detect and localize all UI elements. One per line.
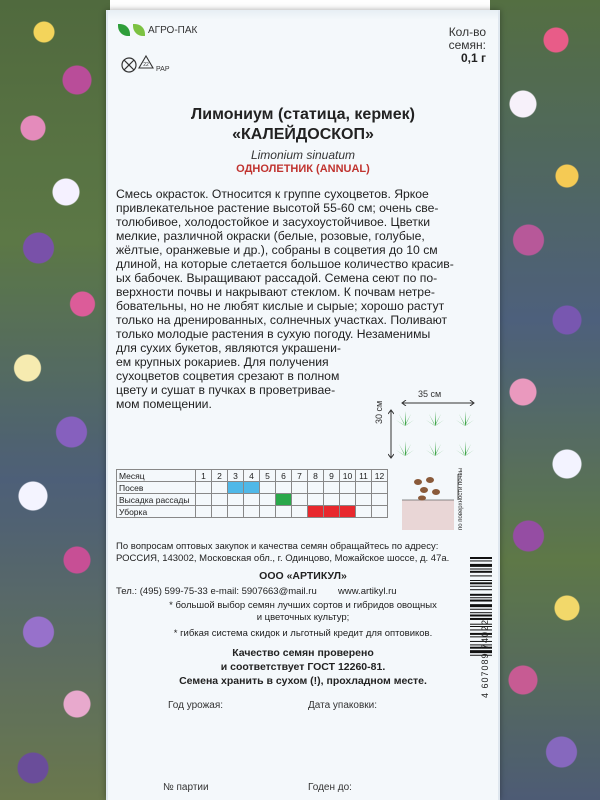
contact-line-1: По вопросам оптовых закупок и качества семян обращайтесь по адресу: [116, 541, 439, 552]
description-line: мом помещении. [116, 397, 212, 411]
description-line: сухоцветов соцветия срезают в полном [116, 369, 340, 383]
spacing-height: 30 см [374, 400, 384, 424]
calendar-cell [372, 506, 388, 518]
calendar-month: 4 [244, 470, 260, 482]
calendar-month: 2 [212, 470, 228, 482]
calendar-month: 9 [324, 470, 340, 482]
quantity-label-1: Кол-во [448, 25, 486, 39]
calendar-cell [276, 506, 292, 518]
description-line: толюбивое, холодостойкое и засухоустойчивое. Цветки [116, 215, 431, 229]
calendar-cell [196, 494, 212, 506]
harvest-year-field: Год урожая: [168, 700, 224, 711]
calendar-cell [292, 506, 308, 518]
valid-until-field: Годен до: [308, 782, 352, 793]
sowing-calendar [116, 469, 388, 518]
calendar-cell [260, 482, 276, 494]
calendar-cell [212, 506, 228, 518]
calendar-cell [324, 506, 340, 518]
calendar-cell [324, 482, 340, 494]
calendar-cell [356, 506, 372, 518]
calendar-cell [372, 482, 388, 494]
calendar-month-label: Месяц [117, 470, 196, 482]
calendar-month: 6 [276, 470, 292, 482]
calendar-month: 7 [292, 470, 308, 482]
flowers-background-right [490, 0, 600, 800]
barcode-bar [470, 612, 492, 613]
barcode-bar [470, 609, 492, 610]
leaf-icon [118, 24, 130, 36]
calendar-cell [244, 506, 260, 518]
calendar-header-row [117, 470, 388, 482]
calendar-row [117, 494, 388, 506]
description-line: только на дренированных, солнечных участках. Поливают [116, 313, 448, 327]
contact-address: РОССИЯ, 143002, Московская обл., г. Одинцово, Можайское шоссе, д. 47а. [116, 553, 450, 564]
description-line: для сухих букетов, являются украшени- [116, 341, 341, 355]
bullet-discounts: * гибкая система скидок и льготный кредит для оптовиков. [173, 628, 433, 639]
sowing-depth-icon [400, 472, 462, 532]
brand-name: АГРО-ПАК [148, 24, 198, 36]
leaf-icon [133, 24, 145, 36]
contact-phone: Тел.: (495) 599-75-33 e-mail: 5907663@mail.ru [116, 586, 317, 597]
calendar-row [117, 482, 388, 494]
barcode-bar [470, 586, 492, 587]
calendar-cell [260, 506, 276, 518]
seed-packet [106, 10, 500, 800]
calendar-cell [340, 506, 356, 518]
bullet-varieties: * большой выбор семян лучших сортов и гибридов овощных [169, 600, 437, 611]
calendar-cell [260, 494, 276, 506]
barcode-bar [470, 571, 492, 573]
description-line: ем крупных рокариев. Для получения [116, 355, 329, 369]
calendar-cell [228, 494, 244, 506]
packet-fold [108, 10, 498, 20]
calendar-cell [356, 494, 372, 506]
calendar-cell [292, 494, 308, 506]
website-link[interactable]: www.artikyl.ru [338, 586, 397, 597]
calendar-cell [324, 494, 340, 506]
calendar-cell [292, 482, 308, 494]
recycle-label: PAP [156, 66, 170, 73]
depth-label: по поверхности почвы [458, 467, 464, 530]
description-line: мелкие, различной окраски (белые, розовые, голубые, [116, 229, 425, 243]
seed-quantity [408, 26, 486, 65]
calendar-cell [308, 494, 324, 506]
calendar-cell [228, 506, 244, 518]
description-line: верхности почвы и накрывают стеклом. К почвам нетре- [116, 285, 435, 299]
calendar-row [117, 506, 388, 518]
recycle-icon [120, 52, 154, 82]
quantity-label-2: семян: [448, 38, 486, 52]
product-variety: «КАЛЕЙДОСКОП» [232, 126, 374, 143]
calendar-cell [244, 482, 260, 494]
barcode-number: 4 607089 74022 [480, 618, 490, 698]
description-line: Смесь окрасток. Относится к группе сухоцветов. Яркое [116, 187, 429, 201]
calendar-month: 1 [196, 470, 212, 482]
barcode-bar [470, 582, 492, 584]
calendar-cell [212, 482, 228, 494]
calendar-cell [228, 482, 244, 494]
calendar-cell [212, 494, 228, 506]
width-arrow-icon [400, 400, 476, 406]
calendar-month: 12 [372, 470, 388, 482]
quality-gost: и соответствует ГОСТ 12260-81. [220, 661, 386, 673]
recycle-code: 22 [143, 62, 149, 68]
barcode-bar [470, 597, 492, 598]
calendar-row-label: Уборка [117, 506, 196, 518]
description-line: ых бабочек. Выращивают рассадой. Семена сеют по по- [116, 271, 438, 285]
storage-instructions: Семена хранить в сухом (!), прохладном месте. [179, 675, 427, 687]
barcode-bar [470, 564, 492, 567]
barcode-bar [470, 604, 492, 607]
barcode-bar [470, 580, 492, 581]
calendar-cell [308, 482, 324, 494]
pack-date-field: Дата упаковки: [308, 700, 377, 711]
barcode-bar [470, 575, 492, 576]
spacing-width: 35 см [418, 389, 442, 399]
description [116, 187, 490, 341]
calendar-month: 10 [340, 470, 356, 482]
calendar-cell [340, 482, 356, 494]
calendar-row-label: Высадка рассады [117, 494, 196, 506]
height-arrow-icon [388, 408, 394, 460]
description-line: бовательны, но не любят кислые и сырые; хорошо растут [116, 299, 445, 313]
calendar-cell [340, 494, 356, 506]
quantity-value: 0,1 г [460, 51, 486, 65]
barcode-bar [470, 557, 492, 559]
planting-scheme-icon [395, 408, 475, 460]
calendar-cell [196, 506, 212, 518]
calendar-cell [308, 506, 324, 518]
description-line: привлекательное растение высотой 55-60 см; очень све- [116, 201, 439, 215]
calendar-month: 5 [260, 470, 276, 482]
barcode-bar [470, 594, 492, 596]
description-line: только молодые растения в сухую погоду. Незаменимы [116, 327, 431, 341]
description-line: жёлтые, оранжевые и др.), собраны в соцветия до 10 см [116, 243, 438, 257]
calendar-month: 3 [228, 470, 244, 482]
calendar-row-label: Посев [117, 482, 196, 494]
barcode-bar [470, 569, 492, 570]
quality-line-1: Качество семян проверено [232, 647, 374, 659]
barcode-bar [470, 560, 492, 561]
description-line: длиной, на которые слетается большое количество красив- [116, 257, 454, 271]
description-continued [116, 341, 388, 411]
description-line: цвету и сушат в пучках в проветривае- [116, 383, 336, 397]
calendar-month: 11 [356, 470, 372, 482]
barcode-bar [470, 600, 492, 602]
calendar-cell [276, 482, 292, 494]
calendar-cell [244, 494, 260, 506]
calendar-cell [356, 482, 372, 494]
flowers-background-left [0, 0, 110, 800]
barcode-bar [470, 589, 492, 590]
product-title: Лимониум (статица, кермек) [191, 106, 415, 123]
calendar-cell [276, 494, 292, 506]
barcode-bar [470, 615, 492, 617]
calendar-cell [196, 482, 212, 494]
bullet-varieties-cont: и цветочных культур; [256, 612, 350, 623]
brand-logo [118, 24, 197, 36]
calendar-cell [372, 494, 388, 506]
batch-number-field: № партии [163, 782, 209, 793]
latin-name: Limonium sinuatum [250, 148, 356, 162]
calendar-month: 8 [308, 470, 324, 482]
company-name: ООО «АРТИКУЛ» [259, 570, 347, 582]
plant-type: ОДНОЛЕТНИК (ANNUAL) [236, 163, 370, 175]
